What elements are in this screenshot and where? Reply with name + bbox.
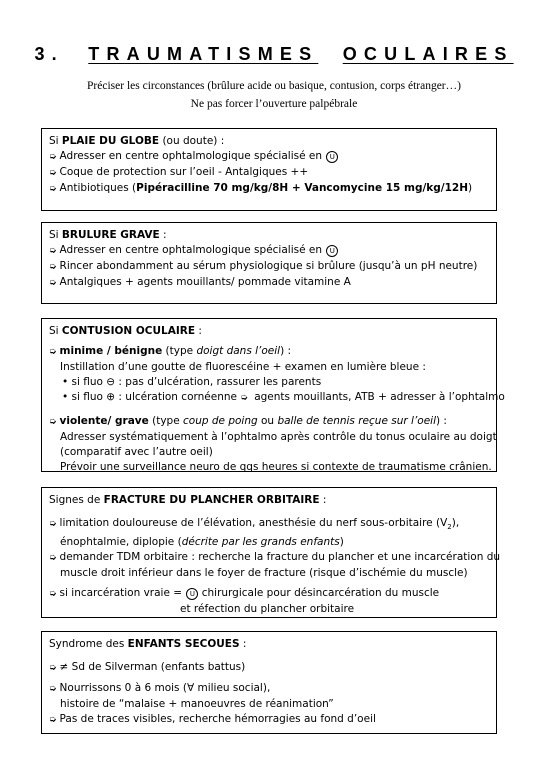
enfants-secoues-box (41, 631, 497, 734)
plaie-line-2: ➭ Coque de protection sur l’oeil - Antalgiques ++ (49, 166, 309, 178)
contusion-minime-line-3: • si fluo ⊕ : ulcération cornéenne ➭ agents mouillants, ATB + adresser à l’ophtalmo (62, 391, 505, 403)
circled-U-urgence-icon: U (326, 151, 338, 163)
arrow-right-hand-icon: ➭ (49, 152, 57, 162)
section-number: 3. (34, 44, 64, 64)
arrow-right-hand-icon: ➭ (49, 684, 57, 694)
brulure-line-2: ➭ Rincer abondamment au sérum physiologique si brûlure (jusqu’à un pH neutre) (49, 260, 478, 272)
arrow-right-hand-icon: ➭ (49, 246, 57, 256)
arrow-right-hand-icon: ➭ (49, 553, 57, 564)
fracture-incarceration-line-1: ➭ si incarcération vraie = U chirurgicale pour désincarcération du muscle (49, 587, 440, 600)
circled-U-urgence-icon: U (326, 245, 338, 257)
contusion-violente-line-3: Prévoir une surveillance neuro de qqs heures si contexte de traumatisme crânien. (60, 461, 492, 473)
contusion-oculaire-box (41, 318, 505, 473)
arrow-right-hand-icon: ➭ (49, 168, 57, 178)
title-word-1: TRAUMATISMES (88, 44, 319, 64)
enfants-heading: Syndrome des ENFANTS SECOUES : (49, 638, 247, 650)
circled-U-urgence-icon: U (186, 588, 198, 600)
brulure-heading: Si BRULURE GRAVE : (49, 229, 167, 241)
intro-palpebral: Ne pas forcer l’ouverture palpébrale (190, 98, 358, 110)
fracture-plancher-box (41, 487, 501, 618)
fracture-tdm-line-2: muscle droit inférieur dans le foyer de fracture (risque d’ischémie du muscle) (60, 567, 468, 580)
fracture-incarceration-line-2: et réfection du plancher orbitaire (180, 603, 355, 616)
enfants-line-traces: ➭ Pas de traces visibles, recherche hémorragies au fond d’oeil (49, 713, 376, 725)
fracture-signs-line-1: ➭ limitation douloureuse de l’élévation, anesthésie du nerf sous-orbitaire $(V_2)$, (49, 517, 460, 532)
arrow-right-hand-icon: ➭ (240, 393, 248, 403)
intro-circumstances: Préciser les circonstances (brûlure acide ou basique, contusion, corps étranger…) (87, 80, 461, 92)
arrow-right-hand-icon: ➭ (49, 715, 57, 725)
enfants-line-silverman: ➭ ≠ Sd de Silverman (enfants battus) (49, 661, 246, 673)
plaie-line-1: ➭ Adresser en centre ophtalmologique spécialisé en U (49, 149, 489, 165)
enfants-line-nourrissons: ➭ Nourrissons 0 à 6 mois (∀ milieu social), (49, 682, 271, 694)
arrow-right-hand-icon: ➭ (49, 417, 57, 427)
fracture-heading: Signes de FRACTURE DU PLANCHER ORBITAIRE : (49, 494, 327, 506)
contusion-minime-line-1: Instillation d’une goutte de fluorescéine + examen en lumière bleue : (60, 361, 426, 373)
arrow-right-hand-icon: ➭ (49, 184, 57, 194)
brulure-grave-box (41, 222, 497, 304)
brulure-line-1: ➭ Adresser en centre ophtalmologique spécialisé en U (49, 243, 489, 259)
plaie-globe-box (41, 128, 497, 211)
contusion-violente-heading: ➭ violente/ grave (type coup de poing ou balle de tennis reçue sur l’oeil) : (49, 415, 447, 427)
arrow-right-hand-icon: ➭ (49, 589, 57, 600)
arrow-right-hand-icon: ➭ (49, 519, 57, 529)
contusion-minime-line-2: • si fluo ⊖ : pas d’ulcération, rassurer les parents (62, 376, 322, 388)
title-word-2: OCULAIRES (342, 44, 514, 64)
contusion-violente-line-2: (comparatif avec l’autre oeil) (60, 446, 213, 458)
arrow-right-hand-icon: ➭ (49, 347, 57, 357)
brulure-line-3: ➭ Antalgiques + agents mouillants/ pommade vitamine A (49, 276, 351, 288)
section-title (0, 44, 548, 65)
plaie-line-3: ➭ Antibiotiques (Pipéracilline 70 mg/kg/8H + Vancomycine 15 mg/kg/12H) (49, 182, 473, 194)
arrow-right-hand-icon: ➭ (49, 663, 57, 673)
contusion-violente-line-1: Adresser systématiquement à l’ophtalmo après contrôle du tonus oculaire au doigt (60, 431, 497, 443)
plaie-heading: Si PLAIE DU GLOBE (ou doute) : (49, 135, 225, 147)
contusion-minime-heading: ➭ minime / bénigne (type doigt dans l’oeil) : (49, 345, 292, 357)
contusion-heading: Si CONTUSION OCULAIRE : (49, 325, 202, 337)
arrow-right-hand-icon: ➭ (49, 262, 57, 272)
fracture-signs-line-2: énophtalmie, diplopie (décrite par les grands enfants) (60, 536, 344, 549)
enfants-line-histoire: histoire de “malaise + manoeuvres de réanimation” (60, 698, 334, 710)
fracture-tdm-line-1: ➭ demander TDM orbitaire : recherche la fracture du plancher et une incarcération du (49, 551, 501, 564)
arrow-right-hand-icon: ➭ (49, 278, 57, 288)
